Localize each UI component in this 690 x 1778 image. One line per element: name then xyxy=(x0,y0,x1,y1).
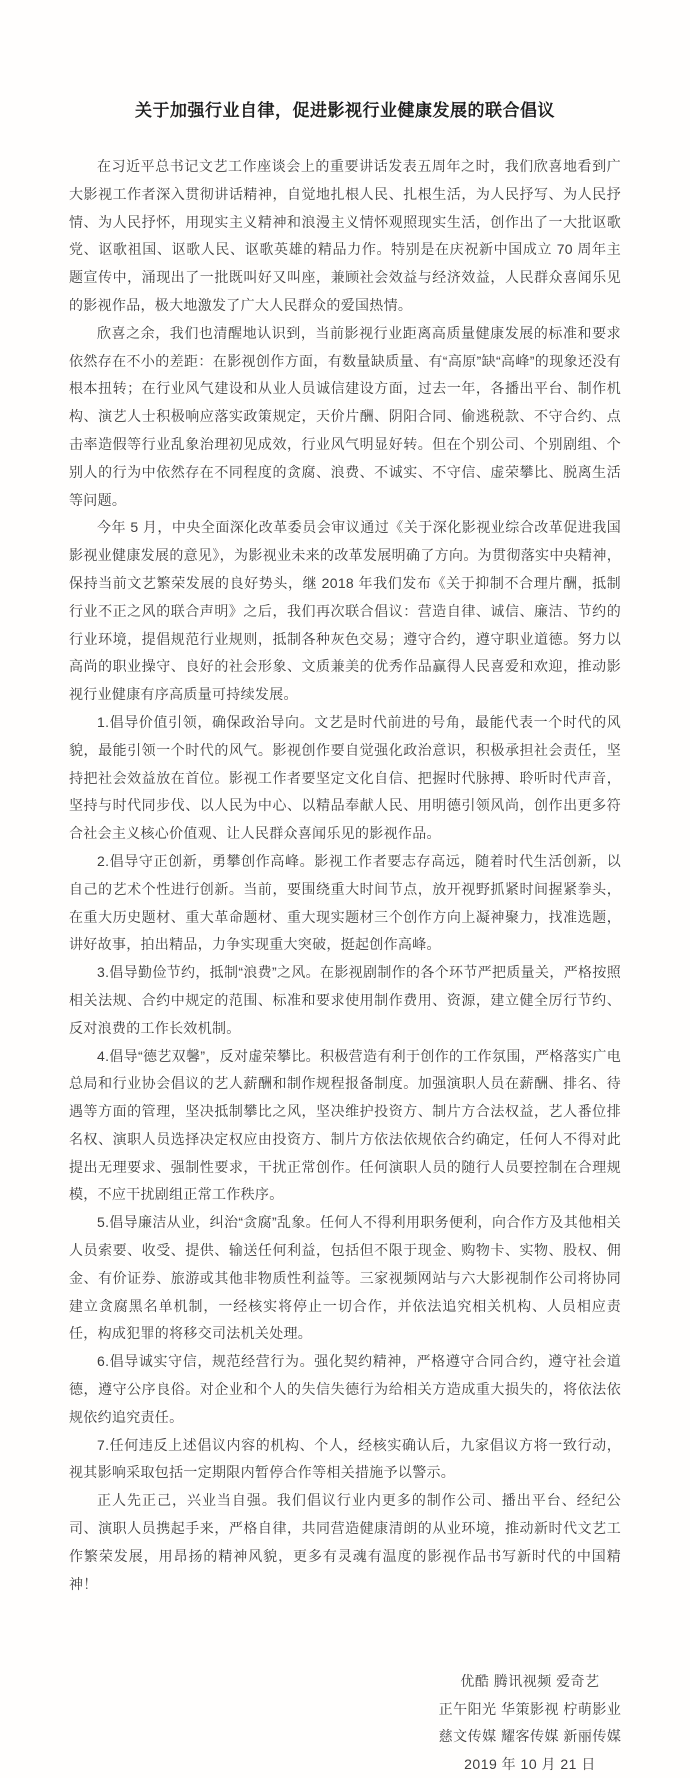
signature-block xyxy=(430,1668,630,1778)
document-body xyxy=(69,153,621,1598)
document-title: 关于加强行业自律，促进影视行业健康发展的联合倡议 xyxy=(135,101,555,120)
paragraph-item-5: 5.倡导廉洁从业，纠治“贪腐”乱象。任何人不得利用职务便利，向合作方及其他相关人员索要、收受、提供、输送任何利益，包括但不限于现金、购物卡、实物、股权、佣金、有价证券、旅游或其他非物质性利益等。三家视频网站与六大影视制作公司将协同建立贪腐黑名单机制，一经核实将停止一切合作，并依法追究相关机构、人员相应责任，构成犯罪的将移交司法机关处理。 xyxy=(69,1214,621,1342)
paragraph-item-4: 4.倡导“德艺双馨”，反对虚荣攀比。积极营造有利于创作的工作氛围，严格落实广电总局和行业协会倡议的艺人薪酬和制作规程报备制度。加强演职人员在薪酬、排名、待遇等方面的管理，坚决抵制攀比之风，坚决维护投资方、制片方合法权益，艺人番位排名权、演职人员选择决定权应由投资方、制片方依法依规依合约确定，任何人不得对此提出无理要求、强制性要求，干扰正常创作。任何演职人员的随行人员要控制在合理规模，不应干扰剧组正常工作秩序。 xyxy=(69,1047,621,1203)
paragraph-item-3: 3.倡导勤俭节约，抵制“浪费”之风。在影视剧制作的各个环节严把质量关，严格按照相关法规、合约中规定的范围、标准和要求使用制作费用、资源，建立健全厉行节约、反对浪费的工作长效机制。 xyxy=(69,964,621,1036)
signature-line-studios-1: 正午阳光 华策影视 柠萌影业 xyxy=(438,1700,622,1717)
paragraph-item-2: 2.倡导守正创新，勇攀创作高峰。影视工作者要志存高远，随着时代生活创新，以自己的艺术个性进行创新。当前，要围绕重大时间节点，放开视野抓紧时间握紧拳头，在重大历史题材、重大革命题材、重大现实题材三个创作方向上凝神聚力，找准选题，讲好故事，拍出精品，力争实现重大突破，挺起创作高峰。 xyxy=(69,852,621,953)
paragraph-item-1: 1.倡导价值引领，确保政治导向。文艺是时代前进的号角，最能代表一个时代的风貌，最能引领一个时代的风气。影视创作要自觉强化政治意识，积极承担社会责任，坚持把社会效益放在首位。影视工作者要坚定文化自信、把握时代脉搏、聆听时代声音，坚持与时代同步伐、以人民为中心、以精品奉献人民、用明德引领风尚，创作出更多符合社会主义核心价值观、让人民群众喜闻乐见的影视作品。 xyxy=(69,713,621,842)
paragraph-background: 今年 5 月，中央全面深化改革委员会审议通过《关于深化影视业综合改革促进我国影视业健康发展的意见》，为影视业未来的改革发展明确了方向。为贯彻落实中央精神，保持当前文艺繁荣发展的良好势头，继 2018 年我们发布《关于抑制不合理片酬，抵制行业不正之风的联合声明》之后，我们再次联合倡议：营造自律、诚信、廉洁、节约的行业环境，提倡规范行业规则，抵制各种灰色交易；遵守合约，遵守职业道德。努力以高尚的职业操守、良好的社会形象、文质兼美的优秀作品赢得人民喜爱和欢迎，推动影视行业健康有序高质量可持续发展。 xyxy=(69,519,621,703)
signature-date: 2019 年 10 月 21 日 xyxy=(464,1755,596,1772)
signature-line-platforms: 优酷 腾讯视频 爱奇艺 xyxy=(460,1673,600,1690)
paragraph-intro: 在习近平总书记文艺工作座谈会上的重要讲话发表五周年之时，我们欣喜地看到广大影视工作者深入贯彻讲话精神，自觉地扎根人民、扎根生活，为人民抒写、为人民抒情、为人民抒怀，用现实主义精神和浪漫主义情怀观照现实生活，创作出了一大批讴歌党、讴歌祖国、讴歌人民、讴歌英雄的精品力作。特别是在庆祝新中国成立 70 周年主题宣传中，涌现出了一批既叫好又叫座，兼顾社会效益与经济效益，人民群众喜闻乐见的影视作品，极大地激发了广大人民群众的爱国热情。 xyxy=(69,158,621,313)
signature-line-studios-2: 慈文传媒 耀客传媒 新丽传媒 xyxy=(438,1728,622,1745)
paragraph-item-7: 7.任何违反上述倡议内容的机构、个人，经核实确认后，九家倡议方将一致行动，视其影响采取包括一定期限内暂停合作等相关措施予以警示。 xyxy=(69,1436,621,1481)
paragraph-problems: 欣喜之余，我们也清醒地认识到，当前影视行业距离高质量健康发展的标准和要求依然存在不小的差距：在影视创作方面，有数量缺质量、有“高原”缺“高峰”的现象还没有根本扭转；在行业风气建设和从业人员诚信建设方面，过去一年，各播出平台、制作机构、演艺人士积极响应落实政策规定，天价片酬、阴阳合同、偷逃税款、不守合约、点击率造假等行业乱象治理初见成效，行业风气明显好转。但在个别公司、个别剧组、个别人的行为中依然存在不同程度的贪腐、浪费、不诚实、不守信、虚荣攀比、脱离生活等问题。 xyxy=(69,324,621,508)
paragraph-item-6: 6.倡导诚实守信，规范经营行为。强化契约精神，严格遵守合同合约，遵守社会道德，遵守公序良俗。对企业和个人的失信失德行为给相关方造成重大损失的，将依法依规依约追究责任。 xyxy=(69,1353,621,1425)
paragraph-closing: 正人先正己，兴业当自强。我们倡议行业内更多的制作公司、播出平台、经纪公司、演职人员携起手来，严格自律，共同营造健康清朗的从业环境，推动新时代文艺工作繁荣发展，用昂扬的精神风貌，更多有灵魂有温度的影视作品书写新时代的中国精神！ xyxy=(69,1492,621,1592)
